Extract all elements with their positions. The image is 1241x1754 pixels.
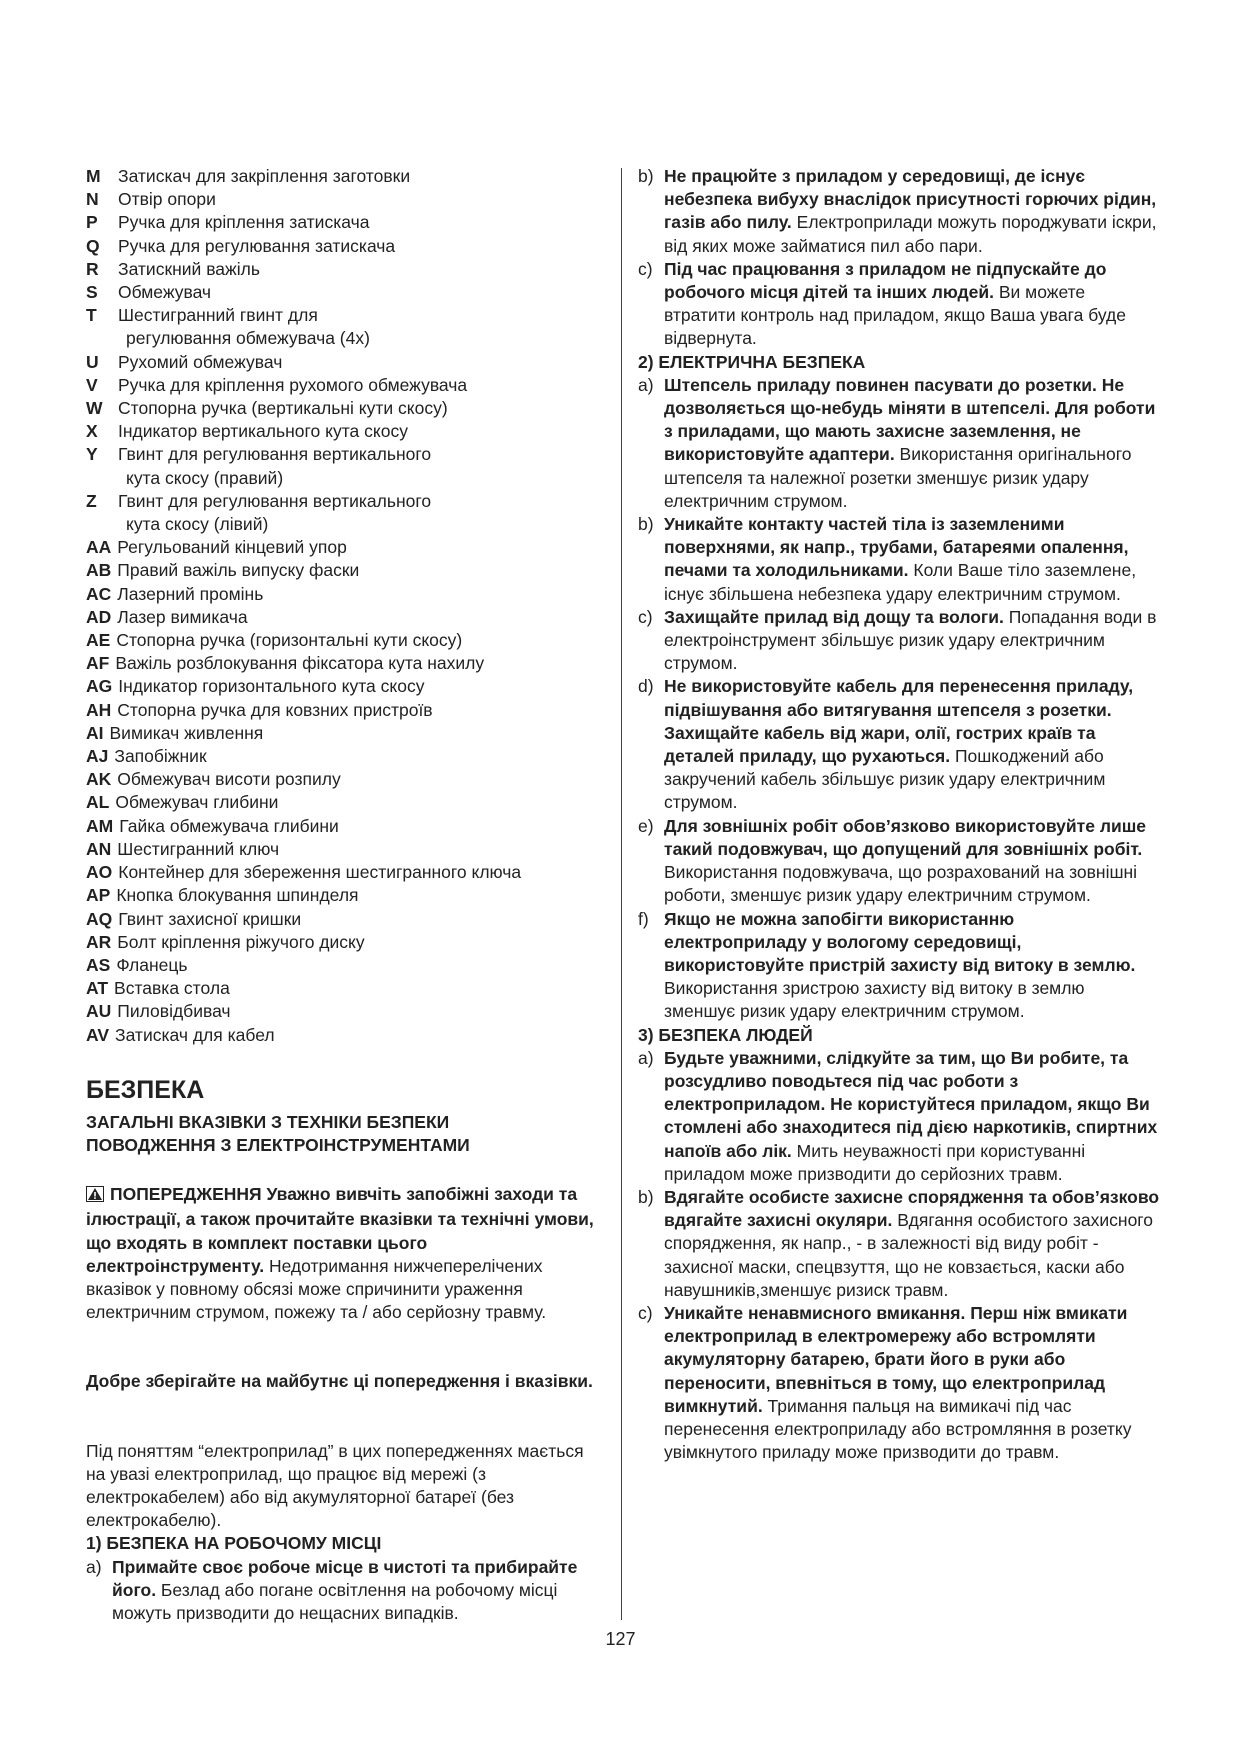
legend-key: AU [86,1001,112,1022]
legend-text: Регульований кінцевий упор [117,537,347,558]
legend-key: R [86,258,99,279]
legend-text: Гвинт для регулювання вертикального [118,444,432,465]
legend-key: AQ [86,908,113,929]
legend-key: Y [86,444,98,465]
legend-key: P [86,212,98,233]
legend-text: Обмежувач [118,282,212,303]
page-number: 127 [605,1629,636,1649]
legend-item [86,815,606,838]
safety-item: c) Уникайте ненавмисного вмикання. Перш ніж вмикати електроприлад в електромережу або встромляти акумуляторну батарею, брати його в руки або переносити, впевніться в тому, що електроприлад вимкнутий. Тримання пальця на вимикачі під час перенесення електроприладу або встромляння в розетку увімкнутого приладу може призводити до травм. [638,1302,1132,1463]
legend-text: Ручка для кріплення затискача [118,212,370,233]
legend-item [86,304,606,327]
legend-text: Рухомий обмежувач [118,351,283,372]
legend-item [86,490,606,513]
legend-item [86,908,606,931]
legend-text: Стопорна ручка для ковзних пристроїв [117,699,433,720]
legend-item [86,420,606,443]
legend-text: Вимикач живлення [109,722,264,743]
legend-key: N [86,189,99,210]
legend-key: AP [86,885,111,906]
legend-key: Z [86,490,97,511]
safety-item: a) Штепсель приладу повинен пасувати до розетки. Не дозволяється що-небудь міняти в штепселі. Для роботи з приладами, що мають захисне заземлення, не використовуйте адаптери. Використання оригінального штепселя та належної розетки зменшує ризик удару електричним струмом. [638,374,1156,511]
legend-text-continued: кута скосу (правий) [126,467,284,488]
legend-item [86,699,606,722]
legend-text: Затискач для закріплення заготовки [118,166,411,186]
safety-item: e) Для зовнішніх робіт обов’язково використовуйте лише такий подовжувач, що допущений для зовнішніх робіт. Використання подовжувача, що розрахований на зовнішні роботи, зменшує ризик удару електричним струмом. [638,815,1147,906]
legend-text-continued: кута скосу (лівий) [126,514,269,535]
power-tool-definition: Під поняттям “електроприлад” в цих попередженнях мається на увазі електроприлад, що працює від мережі (з електрокабелем) або від акумуляторної батареї (без електрокабелю). [86,1440,584,1531]
safety-item: a) Будьте уважними, слідкуйте за тим, що Ви робите, та розсудливо поводьтеся під час роботи з електроприладом. Не користуйтеся приладом, якщо Ви стомлені або знаходитеся під дією наркотиків, спиртних напоїв або лік. Мить неуважності при користуванні приладом може призводити до серйозних травм. [638,1047,1158,1184]
column-divider [621,168,622,1620]
legend-key: V [86,374,98,395]
legend-text: Кнопка блокування шпинделя [116,885,359,906]
legend-key: AL [86,792,110,813]
legend-key: S [86,282,98,303]
legend-key: AR [86,931,112,952]
legend-item [86,443,606,466]
legend-key: W [86,398,103,419]
legend-item [86,791,606,814]
legend-item [86,861,606,884]
legend-key: AI [86,722,104,743]
legend-text: Стопорна ручка (горизонтальні кути скосу) [116,630,463,651]
safety-item: d) Не використовуйте кабель для перенесення приладу, підвішування або витягування штепселя з розетки. Захищайте кабель від жари, олії, гострих країв та деталей приладу, що рухаються. Пошкоджений або закручений кабель збільшує ризик удару електричним струмом. [638,676,1134,813]
legend-key: AV [86,1024,110,1045]
legend-text: Обмежувач глибини [115,792,279,813]
section-subtitle: ЗАГАЛЬНІ ВКАЗІВКИ З ТЕХНІКИ БЕЗПЕКИ ПОВОДЖЕННЯ З ЕЛЕКТРОІНСТРУМЕНТАМИ [86,1111,470,1155]
section-2-title: 2) ЕЛЕКТРИЧНА БЕЗПЕКА [638,351,866,372]
legend-key: AT [86,978,109,999]
legend-text: Запобіжник [114,746,207,767]
legend-text-continued: регулювання обмежувача (4x) [126,328,370,349]
legend-item [86,583,606,606]
legend-item [86,559,606,582]
legend-key: AS [86,954,111,975]
legend-key: AC [86,583,112,604]
right-column [638,165,1160,1464]
legend-text: Індикатор горизонтального кута скосу [118,676,425,697]
legend-text: Лазер вимикача [117,606,248,627]
legend-text: Важіль розблокування фіксатора кута нахилу [115,653,485,674]
legend-key: AM [86,815,114,836]
legend-text: Гвинт захисної кришки [118,908,302,929]
legend-key: T [86,305,97,326]
legend-key: AJ [86,746,109,767]
safety-item: b) Уникайте контакту частей тіла із заземленими поверхнями, як напр., трубами, батареями опалення, печами та холодильниками. Коли Ваше тіло заземлене, існує збільшена небезпека удару електричним струмом. [638,514,1137,604]
legend-item [86,931,606,954]
legend-key: AN [86,838,112,859]
legend-key: AA [86,537,112,558]
legend-item [86,838,606,861]
safety-item: c) Захищайте прилад від дощу та вологи. Попадання води в електроінструмент збільшує ризик удару електричним струмом. [638,606,1157,674]
legend-text: Правий важіль випуску фаски [117,560,360,581]
legend-item [86,1000,606,1023]
legend-text: Шестигранний ключ [117,838,280,859]
legend-text: Контейнер для збереження шестигранного ключа [118,862,522,883]
legend-text: Стопорна ручка (вертикальні кути скосу) [118,398,448,419]
safety-item: c) Під час працювання з приладом не підпускайте до робочого місця дітей та інших людей. Ви можете втратити контроль над приладом, якщо Ваша увага буде відвернута. [638,258,1126,349]
legend-item [86,397,606,420]
legend-key: U [86,351,99,372]
legend-item [86,745,606,768]
legend-key: AO [86,862,113,883]
legend-item [86,675,606,698]
safety-item: b) Не працюйте з приладом у середовищі, де існує небезпека вибуху внаслідок присутності горючих рідин, газів або пилу. Електроприлади можуть породжувати іскри, від яких може займатися пил або пари. [638,166,1157,256]
legend-key: AG [86,676,113,697]
section-1-title: 1) БЕЗПЕКА НА РОБОЧОМУ МІСЦІ [86,1533,382,1554]
legend-key: AD [86,606,112,627]
legend-key: AE [86,630,111,651]
legend-text: Гвинт для регулювання вертикального [118,490,432,511]
legend-text: Фланець [116,954,188,975]
legend-key: X [86,421,98,442]
legend-key: Q [86,235,100,256]
legend-key: AF [86,653,110,674]
safety-item: b) Вдягайте особисте захисне спорядження та обов’язково вдягайте захисні окуляри. Вдягання особистого захисного спорядження, як напр., - в залежності від виду робіт - захисної маски, спецвзуття, що не ковзається, каски або навушників,зменшує ризиск травм. [638,1186,1160,1300]
legend-item [86,211,606,234]
legend-text: Отвір опори [118,189,216,210]
component-legend [86,165,606,1047]
legend-item [86,165,606,188]
legend-item [86,281,606,304]
legend-item [86,884,606,907]
legend-text: Обмежувач висоти розпилу [117,769,341,790]
section-title: БЕЗПЕКА [86,1075,205,1104]
keep-instructions-notice: Добре зберігайте на майбутнє ці попередження і вказівки. [86,1371,593,1392]
legend-item [86,374,606,397]
legend-key: M [86,166,101,186]
warning-triangle-icon [86,1185,104,1208]
legend-text: Індикатор вертикального кута скосу [118,421,408,442]
legend-text: Болт кріплення ріжучого диску [117,931,365,952]
legend-item [86,652,606,675]
legend-text: Затискний важіль [118,258,260,279]
legend-text: Гайка обмежувача глибини [119,815,339,836]
legend-item [86,629,606,652]
section-3-title: 3) БЕЗПЕКА ЛЮДЕЙ [638,1024,813,1045]
legend-item [86,954,606,977]
legend-text: Пиловідбивач [117,1001,231,1022]
legend-item [86,258,606,281]
legend-item [86,536,606,559]
left-column [86,165,606,1625]
legend-text: Ручка для кріплення рухомого обмежувача [118,374,468,395]
safety-item: a) Примайте своє робоче місце в чистоті та прибирайте його. Безлад або погане освітлення на робочому місці можуть призводити до нещасних випадків. [86,1556,578,1623]
legend-text: Шестигранний гвинт для [118,305,318,326]
legend-item [86,977,606,1000]
legend-key: AH [86,699,112,720]
legend-key: AB [86,560,112,581]
legend-text: Вставка стола [114,978,230,999]
legend-item [86,1024,606,1047]
legend-text: Ручка для регулювання затискача [118,235,396,256]
legend-text: Затискач для кабел [115,1024,275,1045]
warning-paragraph: ПОПЕРЕДЖЕННЯ Уважно вивчіть запобіжні заходи та ілюстрації, а також прочитайте вказівки та технічні умови, що входять в комплект поставки цього електроінструменту. Недотримання нижчеперелічених вказівок у повному обсязі може спричинити ураження електричним струмом, пожежу та / або серйозну травму. [86,1184,594,1323]
legend-item [86,768,606,791]
legend-item [86,188,606,211]
legend-text: Лазерний промінь [117,583,264,604]
legend-item [86,606,606,629]
legend-item [86,351,606,374]
legend-item [86,722,606,745]
safety-item: f) Якщо не можна запобігти використанню електроприладу у вологому середовищі, використовуйте пристрій захисту від витоку в землю. Використання зристрою захисту від витоку в землю зменшує ризик удару електричним струмом. [638,908,1136,1022]
legend-item [86,235,606,258]
legend-key: AK [86,769,112,790]
